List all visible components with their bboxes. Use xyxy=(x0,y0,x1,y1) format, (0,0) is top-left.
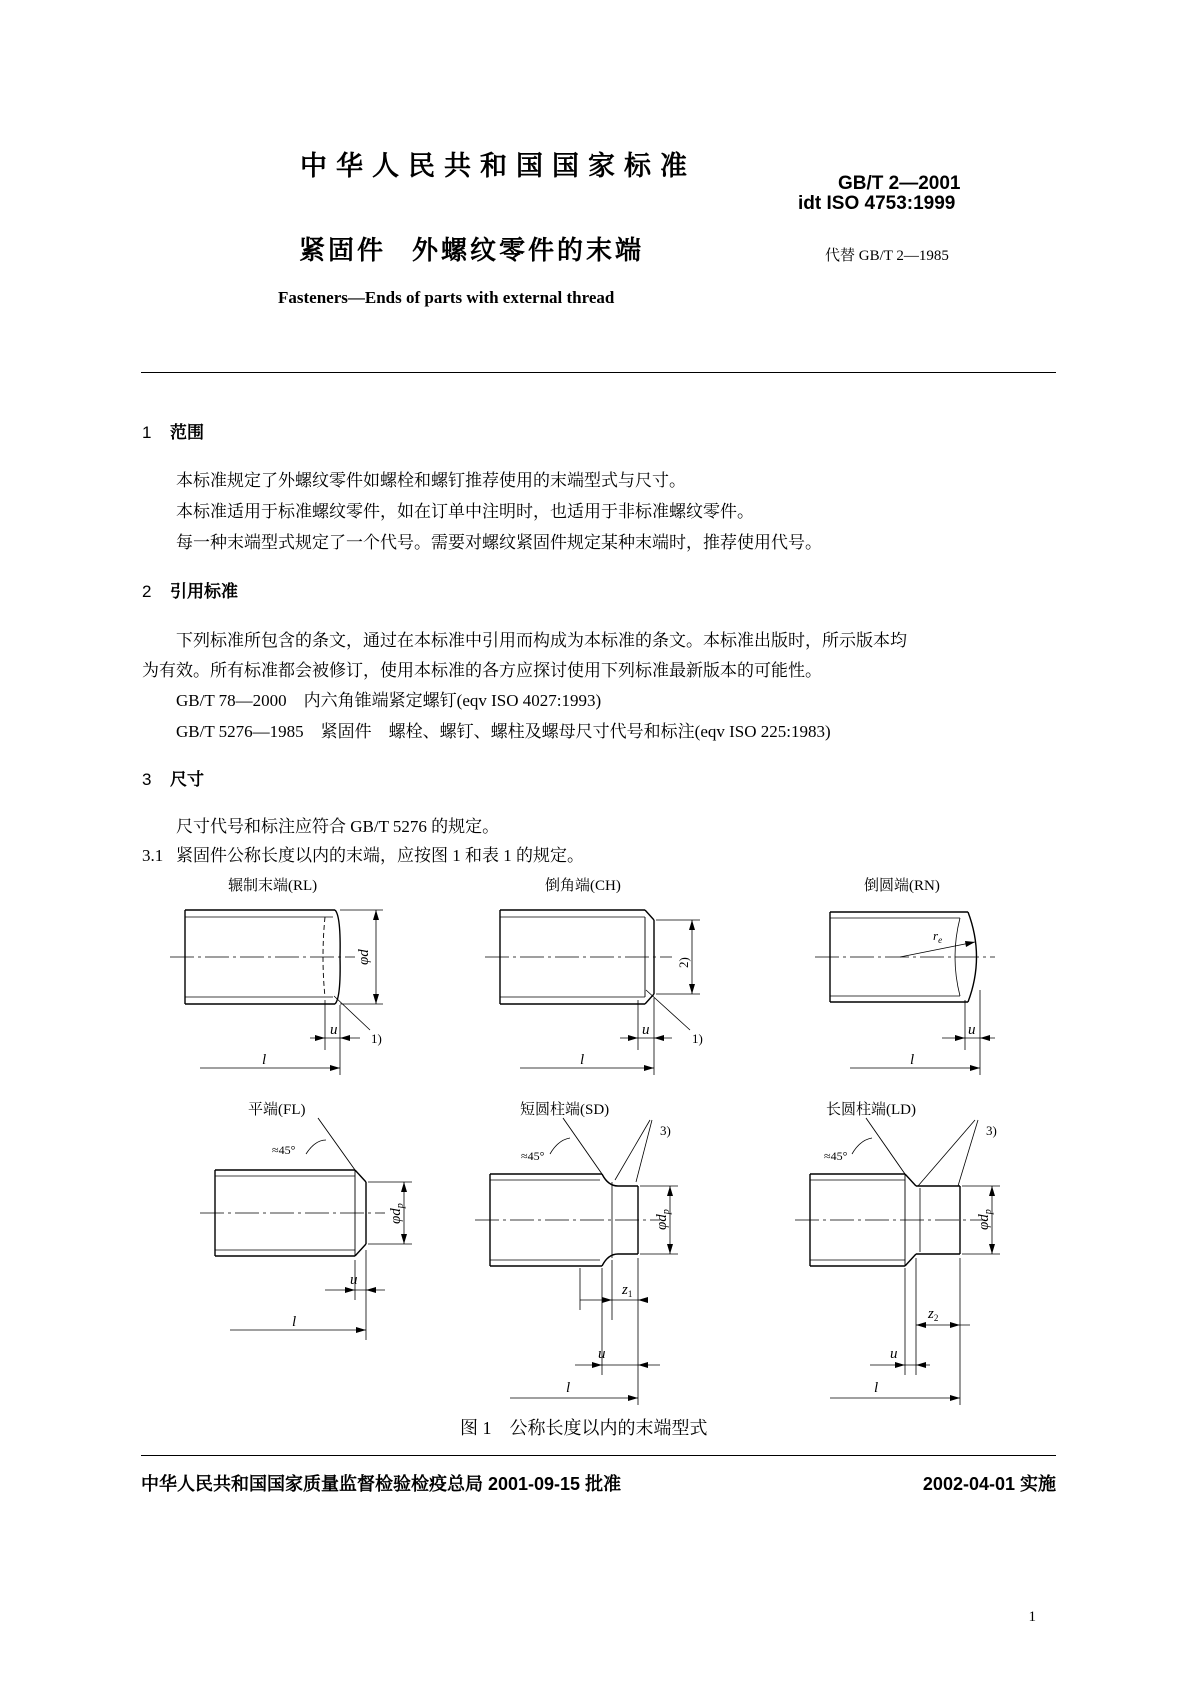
section-1-para-1: 本标准规定了外螺纹零件如螺栓和螺钉推荐使用的末端型式与尺寸。 xyxy=(176,471,686,490)
drawing-rn-arrows xyxy=(955,941,990,1071)
drawing-sd xyxy=(475,1118,678,1405)
section-2-ref-1: GB/T 78—2000 内六角锥端紧定螺钉(eqv ISO 4027:1993) xyxy=(176,691,602,710)
ch-u-label: u xyxy=(642,1022,650,1038)
rn-u-label: u xyxy=(968,1022,976,1038)
fl-l-label: l xyxy=(292,1314,297,1330)
section-3-1-text: 紧固件公称长度以内的末端，应按图 1 和表 1 的规定。 xyxy=(176,846,584,865)
fl-dp-text: φd xyxy=(388,1208,404,1224)
effective-date: 2002-04-01 实施 xyxy=(922,1474,1056,1494)
section-1-number: 1 xyxy=(142,423,152,442)
page-number: 1 xyxy=(1028,1609,1036,1625)
section-1-title: 范围 xyxy=(170,423,204,442)
fl-dp-sub: p xyxy=(395,1203,406,1209)
drawing-fl xyxy=(200,1118,412,1340)
ld-z2-label xyxy=(927,1306,938,1323)
sd-dp-text: φd xyxy=(654,1214,670,1230)
ch-note-1: 1) xyxy=(692,1031,703,1046)
section-1-para-2: 本标准适用于标准螺纹零件，如在订单中注明时，也适用于非标准螺纹零件。 xyxy=(176,502,754,521)
ch-l-label: l xyxy=(580,1052,585,1068)
ld-dp-label xyxy=(976,1209,994,1230)
caption-rl: 辗制末端(RL) xyxy=(228,878,318,894)
rl-d-label: φd xyxy=(356,949,372,965)
rl-note-1: 1) xyxy=(371,1031,382,1046)
sd-u-label: u xyxy=(598,1346,606,1362)
fl-angle-label: ≈45° xyxy=(272,1143,296,1157)
section-3-para-1: 尺寸代号和标注应符合 GB/T 5276 的规定。 xyxy=(176,817,500,836)
document-title-en: Fasteners—Ends of parts with external thread xyxy=(278,288,615,307)
caption-sd: 短圆柱端(SD) xyxy=(520,1102,610,1118)
idt-reference: idt ISO 4753:1999 xyxy=(798,193,956,214)
ld-note-3: 3) xyxy=(986,1123,997,1138)
ld-dp-text: φd xyxy=(976,1214,992,1230)
rn-r-text: r xyxy=(933,928,939,943)
rn-l-label: l xyxy=(910,1052,915,1068)
sd-l-label: l xyxy=(566,1380,571,1396)
sd-note-3: 3) xyxy=(660,1123,671,1138)
standard-number: GB/T 2—2001 xyxy=(838,173,961,194)
rl-l-label: l xyxy=(262,1052,267,1068)
sd-angle-label: ≈45° xyxy=(521,1149,545,1163)
section-2-ref-2: GB/T 5276—1985 紧固件 螺栓、螺钉、螺柱及螺母尺寸代号和标注(eqv ISO 225:1983) xyxy=(176,722,831,741)
section-2-para-1a: 下列标准所包含的条文，通过在本标准中引用而构成为本标准的条文。本标准出版时，所示版本均 xyxy=(176,631,907,650)
rn-r-sub: e xyxy=(938,935,943,945)
fl-dp-label xyxy=(388,1203,406,1224)
fl-u-label: u xyxy=(350,1272,358,1288)
section-2-para-1b: 为有效。所有标准都会被修订，使用本标准的各方应探讨使用下列标准最新版本的可能性。 xyxy=(142,661,822,680)
section-2-title: 引用标准 xyxy=(170,582,238,601)
rl-u-label: u xyxy=(330,1022,338,1038)
caption-ld: 长圆柱端(LD) xyxy=(826,1102,916,1118)
drawing-rn xyxy=(815,912,995,1075)
sd-dp-label xyxy=(654,1209,672,1230)
ld-l-label: l xyxy=(874,1380,879,1396)
title-cn-part2: 外螺纹零件的末端 xyxy=(412,235,645,265)
drawing-rl xyxy=(170,910,383,1075)
caption-rn: 倒圆端(RN) xyxy=(864,878,940,894)
caption-fl: 平端(FL) xyxy=(248,1102,306,1118)
ld-dp-sub: p xyxy=(983,1209,994,1215)
section-1-para-3: 每一种末端型式规定了一个代号。需要对螺纹紧固件规定某种末端时，推荐使用代号。 xyxy=(176,533,822,552)
figure-1-text: 公称长度以内的末端型式 xyxy=(509,1418,708,1438)
sd-z1-label xyxy=(621,1282,632,1299)
rn-re-label xyxy=(933,928,942,945)
ld-u-label: u xyxy=(890,1346,898,1362)
replaces-standard: 代替 GB/T 2—1985 xyxy=(825,248,949,264)
section-3-title: 尺寸 xyxy=(170,770,204,789)
sd-z-text: z xyxy=(622,1282,628,1298)
ch-note-2: 2) xyxy=(676,957,691,968)
approval-line: 中华人民共和国国家质量监督检验检疫总局 2001-09-15 批准 xyxy=(141,1474,622,1494)
national-standard-heading: 中华人民共和国国家标准 xyxy=(300,151,696,181)
figure-1-title xyxy=(460,1414,708,1440)
section-3-1-number: 3.1 xyxy=(142,846,164,865)
caption-ch: 倒角端(CH) xyxy=(545,878,621,894)
section-2-number: 2 xyxy=(142,582,152,601)
footer-divider xyxy=(141,1455,1056,1456)
ld-z-text: z xyxy=(928,1306,934,1322)
figure-1-number: 图 1 xyxy=(460,1418,492,1438)
section-3-number: 3 xyxy=(142,770,152,789)
sd-z-sub: 1 xyxy=(627,1289,633,1299)
ld-angle-label: ≈45° xyxy=(824,1149,848,1163)
drawing-ch xyxy=(485,910,700,1075)
sd-dp-sub: p xyxy=(661,1209,672,1215)
title-cn-part1: 紧固件 xyxy=(299,235,387,265)
ld-z-sub: 2 xyxy=(933,1313,939,1323)
